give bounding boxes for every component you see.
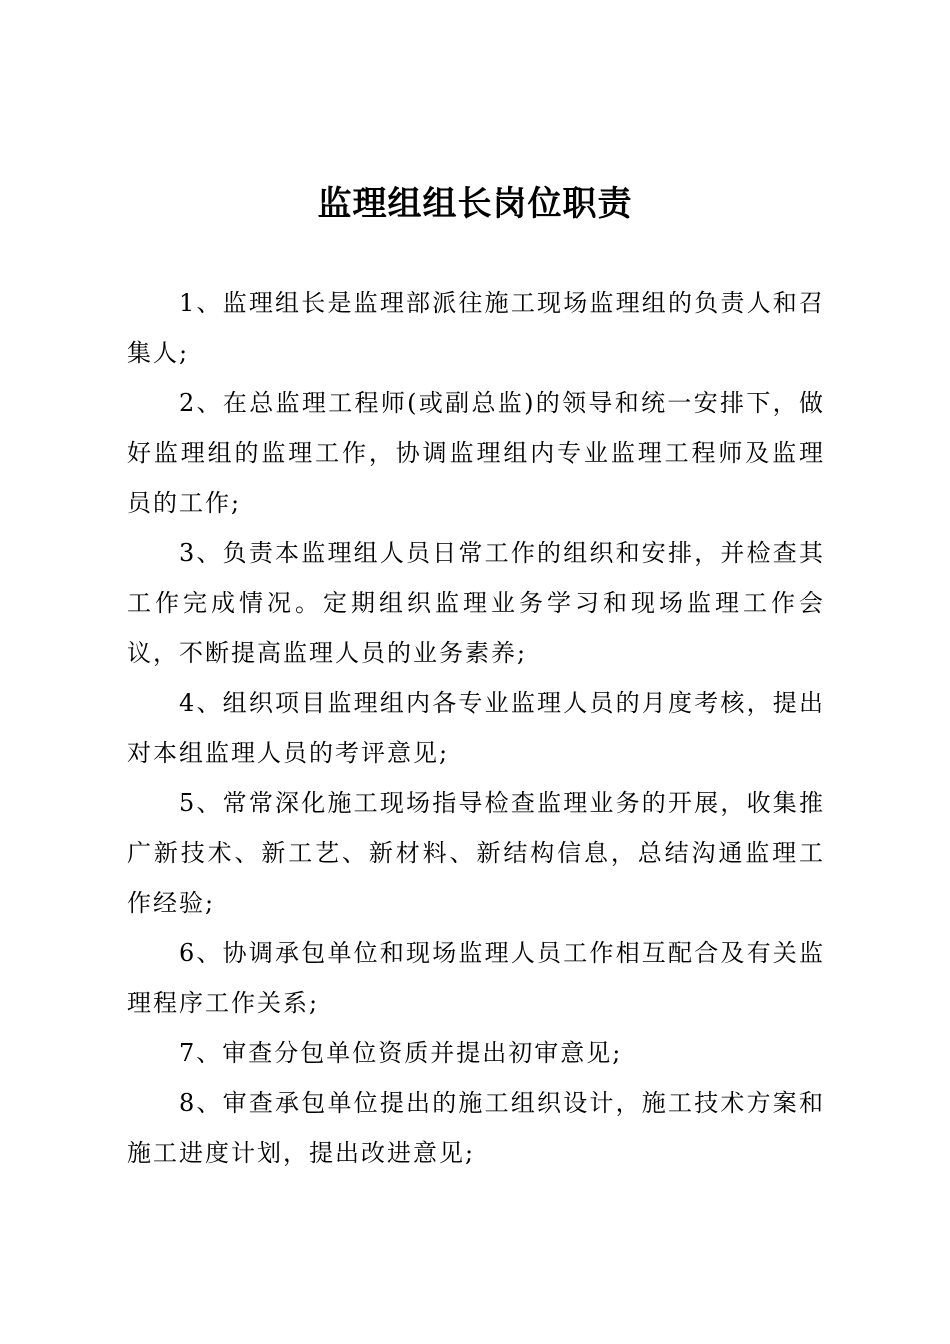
duty-item-6: 6、协调承包单位和现场监理人员工作相互配合及有关监理程序工作关系; — [127, 939, 825, 1017]
duty-item-4: 4、组织项目监理组内各专业监理人员的月度考核，提出对本组监理人员的考评意见; — [127, 689, 825, 767]
duty-item-7: 7、审查分包单位资质并提出初审意见; — [179, 1039, 623, 1067]
duty-item-3: 3、负责本监理组人员日常工作的组织和安排，并检查其工作完成情况。定期组织监理业务学习和现场监理工作会议，不断提高监理人员的业务素养; — [127, 539, 825, 667]
page-title: 监理组组长岗位职责 — [317, 184, 633, 224]
duty-item-5: 5、常常深化施工现场指导检查监理业务的开展，收集推广新技术、新工艺、新材料、新结构信息，总结沟通监理工作经验; — [127, 789, 825, 917]
document-body — [127, 278, 825, 1178]
duty-item-2: 2、在总监理工程师(或副总监)的领导和统一安排下，做好监理组的监理工作，协调监理组内专业监理工程师及监理员的工作; — [127, 389, 825, 517]
duty-item-1: 1、监理组长是监理部派往施工现场监理组的负责人和召集人; — [127, 289, 825, 367]
duty-item-8: 8、审查承包单位提出的施工组织设计，施工技术方案和施工进度计划，提出改进意见; — [127, 1089, 825, 1167]
